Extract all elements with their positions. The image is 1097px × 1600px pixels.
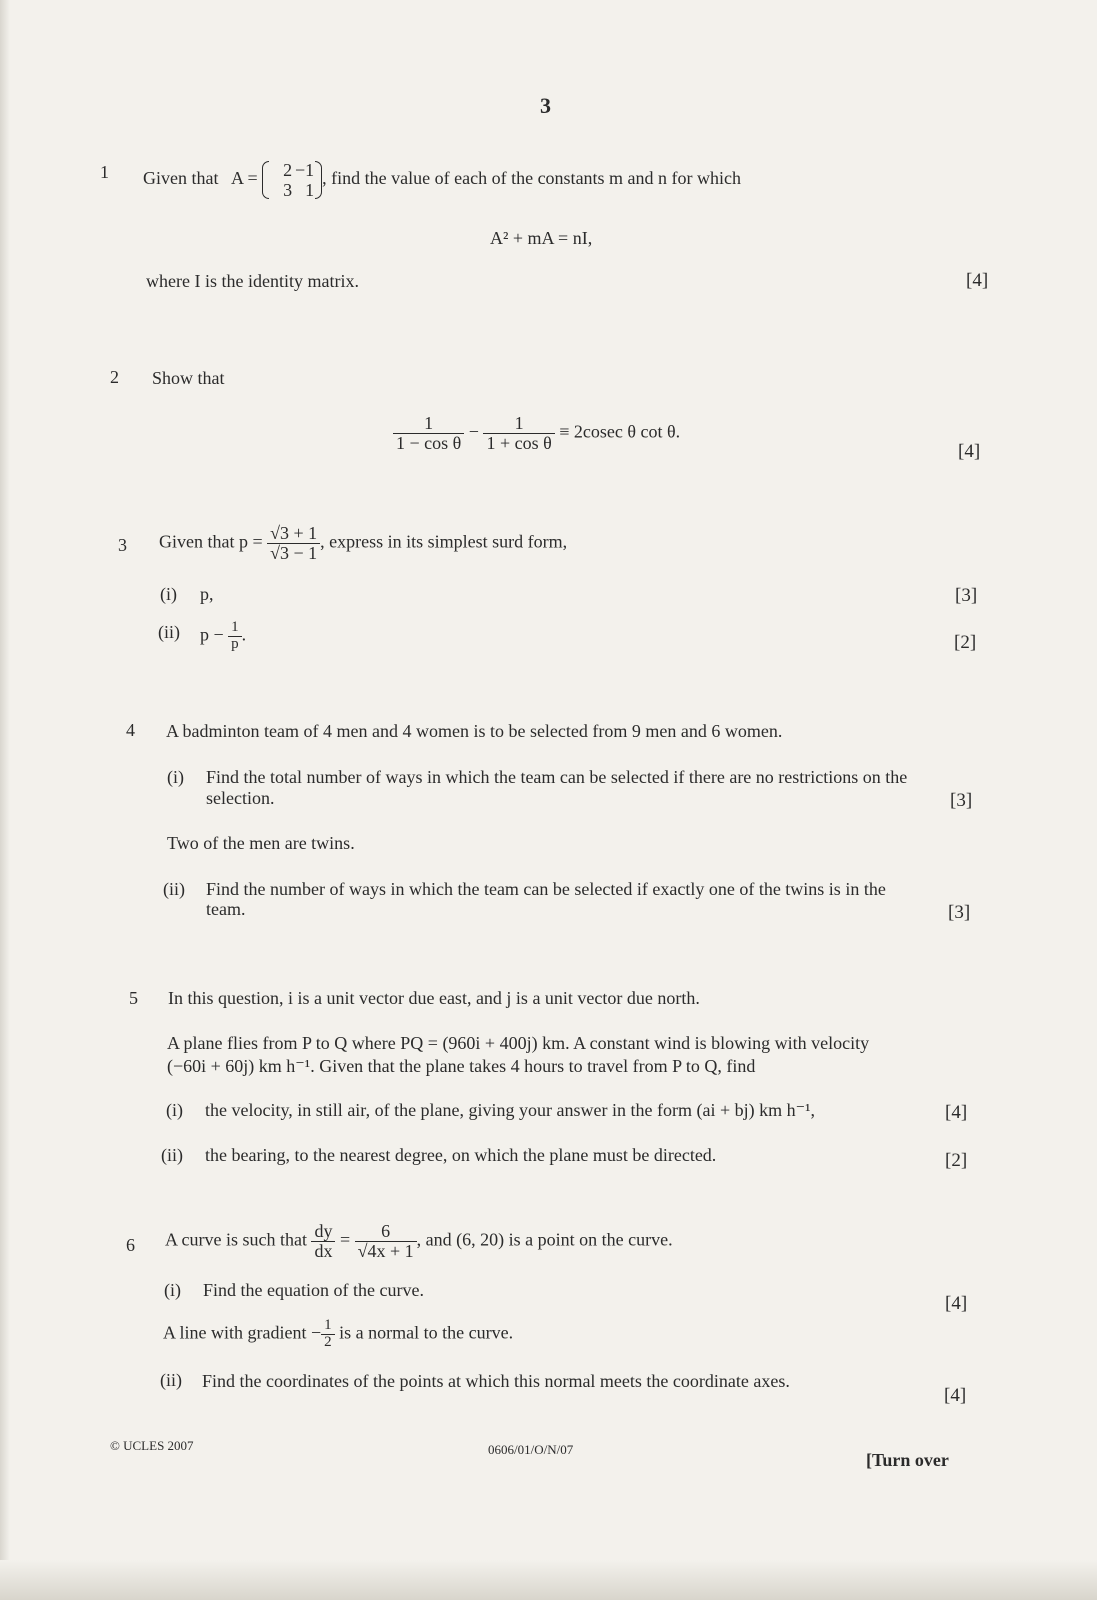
matrix-cell: 2 xyxy=(283,160,293,180)
q3-part1-label: (i) xyxy=(160,584,177,604)
q2-identity xyxy=(393,414,680,453)
q4-part1-line1: Find the total number of ways in which the team can be selected if there are no restrictions on the xyxy=(206,767,908,787)
q6-intro: A curve is such that xyxy=(165,1229,307,1250)
q6-rest: , and (6, 20) is a point on the curve. xyxy=(416,1229,673,1250)
q6-line1 xyxy=(165,1222,673,1261)
q5-part2-text: the bearing, to the nearest degree, on which the plane must be directed. xyxy=(205,1145,717,1165)
frac-num: 1 xyxy=(483,414,554,434)
q6-part2-text: Find the coordinates of the points at which this normal meets the coordinate axes. xyxy=(202,1371,790,1391)
q2-fraction-2 xyxy=(483,414,554,453)
q2-marks: [4] xyxy=(958,441,981,462)
q4-part2-marks: [3] xyxy=(948,902,971,923)
q5-line3: (−60i + 60j) km h⁻¹. Given that the plane takes 4 hours to travel from P to Q, find xyxy=(167,1056,756,1076)
q6-part1-marks: [4] xyxy=(945,1293,968,1314)
frac-num: 1 xyxy=(228,620,242,637)
q4-intro: A badminton team of 4 men and 4 women is to be selected from 9 men and 6 women. xyxy=(166,721,783,741)
q3-number: 3 xyxy=(118,535,127,555)
q2-intro: Show that xyxy=(152,368,225,388)
q1-marks: [4] xyxy=(966,270,989,291)
q6-part2-label: (ii) xyxy=(160,1370,182,1390)
q4-part2-line2: team. xyxy=(206,899,246,919)
q3-part2-label: (ii) xyxy=(158,622,180,642)
q6-part2-marks: [4] xyxy=(944,1385,967,1406)
q2-rhs: ≡ 2cosec θ cot θ. xyxy=(559,421,681,442)
q1-where: where I is the identity matrix. xyxy=(146,271,359,291)
q3-rest: , express in its simplest surd form, xyxy=(320,531,568,552)
q6-rhs-fraction xyxy=(355,1222,417,1261)
q5-part1-marks: [4] xyxy=(945,1102,968,1123)
q1-equation: A² + mA = nI, xyxy=(490,228,593,248)
q3-part2-expr xyxy=(200,620,246,653)
q3-part2-after: . xyxy=(241,624,247,645)
q3-part2-fraction xyxy=(228,620,242,653)
matrix-cell: 3 xyxy=(283,180,293,200)
q2-fraction-1 xyxy=(393,414,464,453)
q4-part2-label: (ii) xyxy=(163,879,185,899)
frac-den: p xyxy=(231,635,239,652)
frac-den: dx xyxy=(314,1240,333,1261)
frac-num: dy xyxy=(311,1222,335,1242)
matrix-cell: −1 xyxy=(295,160,315,180)
frac-den: √4x + 1 xyxy=(357,1240,414,1261)
q6-part1-text: Find the equation of the curve. xyxy=(203,1280,424,1300)
frac-num: 1 xyxy=(321,1318,335,1335)
q1-number: 1 xyxy=(100,162,109,182)
q1-line1 xyxy=(143,160,741,200)
q1-given-that: Given that xyxy=(143,168,219,189)
q1-matrix xyxy=(262,160,322,200)
q6-line-text-b: is a normal to the curve. xyxy=(339,1322,514,1343)
footer-turn-over: [Turn over xyxy=(866,1450,949,1470)
matrix-cell: 1 xyxy=(305,180,315,200)
q3-part1-text: p, xyxy=(200,584,214,604)
frac-num: √3 + 1 xyxy=(267,524,320,544)
q4-twins: Two of the men are twins. xyxy=(167,833,355,853)
q5-line2: A plane flies from P to Q where PQ = (960i + 400j) km. A constant wind is blowing with velocity xyxy=(167,1033,870,1053)
q5-part2-marks: [2] xyxy=(945,1150,968,1171)
q2-number: 2 xyxy=(110,367,119,387)
q3-part2-text: p − xyxy=(200,624,224,645)
q4-part2-line1: Find the number of ways in which the team can be selected if exactly one of the twins is in the xyxy=(206,879,886,899)
q1-rest: , find the value of each of the constants m and n for which xyxy=(322,168,742,189)
q3-given-that: Given that xyxy=(159,531,235,552)
q6-gradient-fraction xyxy=(321,1318,335,1351)
q4-part1-line2: selection. xyxy=(206,788,275,808)
q5-part1-text: the velocity, in still air, of the plane, giving your answer in the form (ai + bj) km h⁻¹, xyxy=(205,1100,816,1120)
q5-part2-label: (ii) xyxy=(161,1145,183,1165)
frac-den: 1 + cos θ xyxy=(486,432,552,453)
q5-part1-label: (i) xyxy=(166,1100,183,1120)
footer-copyright: © UCLES 2007 xyxy=(110,1438,194,1453)
q3-part1-marks: [3] xyxy=(955,585,978,606)
footer-code: 0606/01/O/N/07 xyxy=(488,1442,574,1457)
q3-part2-marks: [2] xyxy=(954,632,977,653)
frac-num: 6 xyxy=(355,1222,417,1242)
q6-equals: = xyxy=(339,1229,351,1250)
q6-number: 6 xyxy=(126,1235,135,1255)
q5-number: 5 xyxy=(129,988,138,1008)
q3-p-eq: p = xyxy=(238,531,263,552)
frac-num: 1 xyxy=(393,414,464,434)
q2-minus: − xyxy=(468,421,479,442)
page-bottom-shadow xyxy=(0,1560,1097,1600)
page-edge-shadow xyxy=(0,0,10,1600)
page-number: 3 xyxy=(540,93,551,118)
q3-line1 xyxy=(159,524,567,563)
q4-part1-marks: [3] xyxy=(950,790,973,811)
q6-derivative xyxy=(311,1222,335,1261)
q6-line-text xyxy=(163,1318,513,1351)
q1-matrix-label: A = xyxy=(230,168,258,189)
q4-number: 4 xyxy=(126,720,135,740)
frac-den: 2 xyxy=(324,1333,332,1350)
frac-den: √3 − 1 xyxy=(270,542,318,563)
q3-fraction xyxy=(267,524,320,563)
q6-part1-label: (i) xyxy=(164,1280,181,1300)
frac-den: 1 − cos θ xyxy=(396,432,462,453)
q5-intro: In this question, i is a unit vector due east, and j is a unit vector due north. xyxy=(168,988,700,1008)
q4-part1-label: (i) xyxy=(167,767,184,787)
q6-line-text-a: A line with gradient − xyxy=(163,1322,322,1343)
